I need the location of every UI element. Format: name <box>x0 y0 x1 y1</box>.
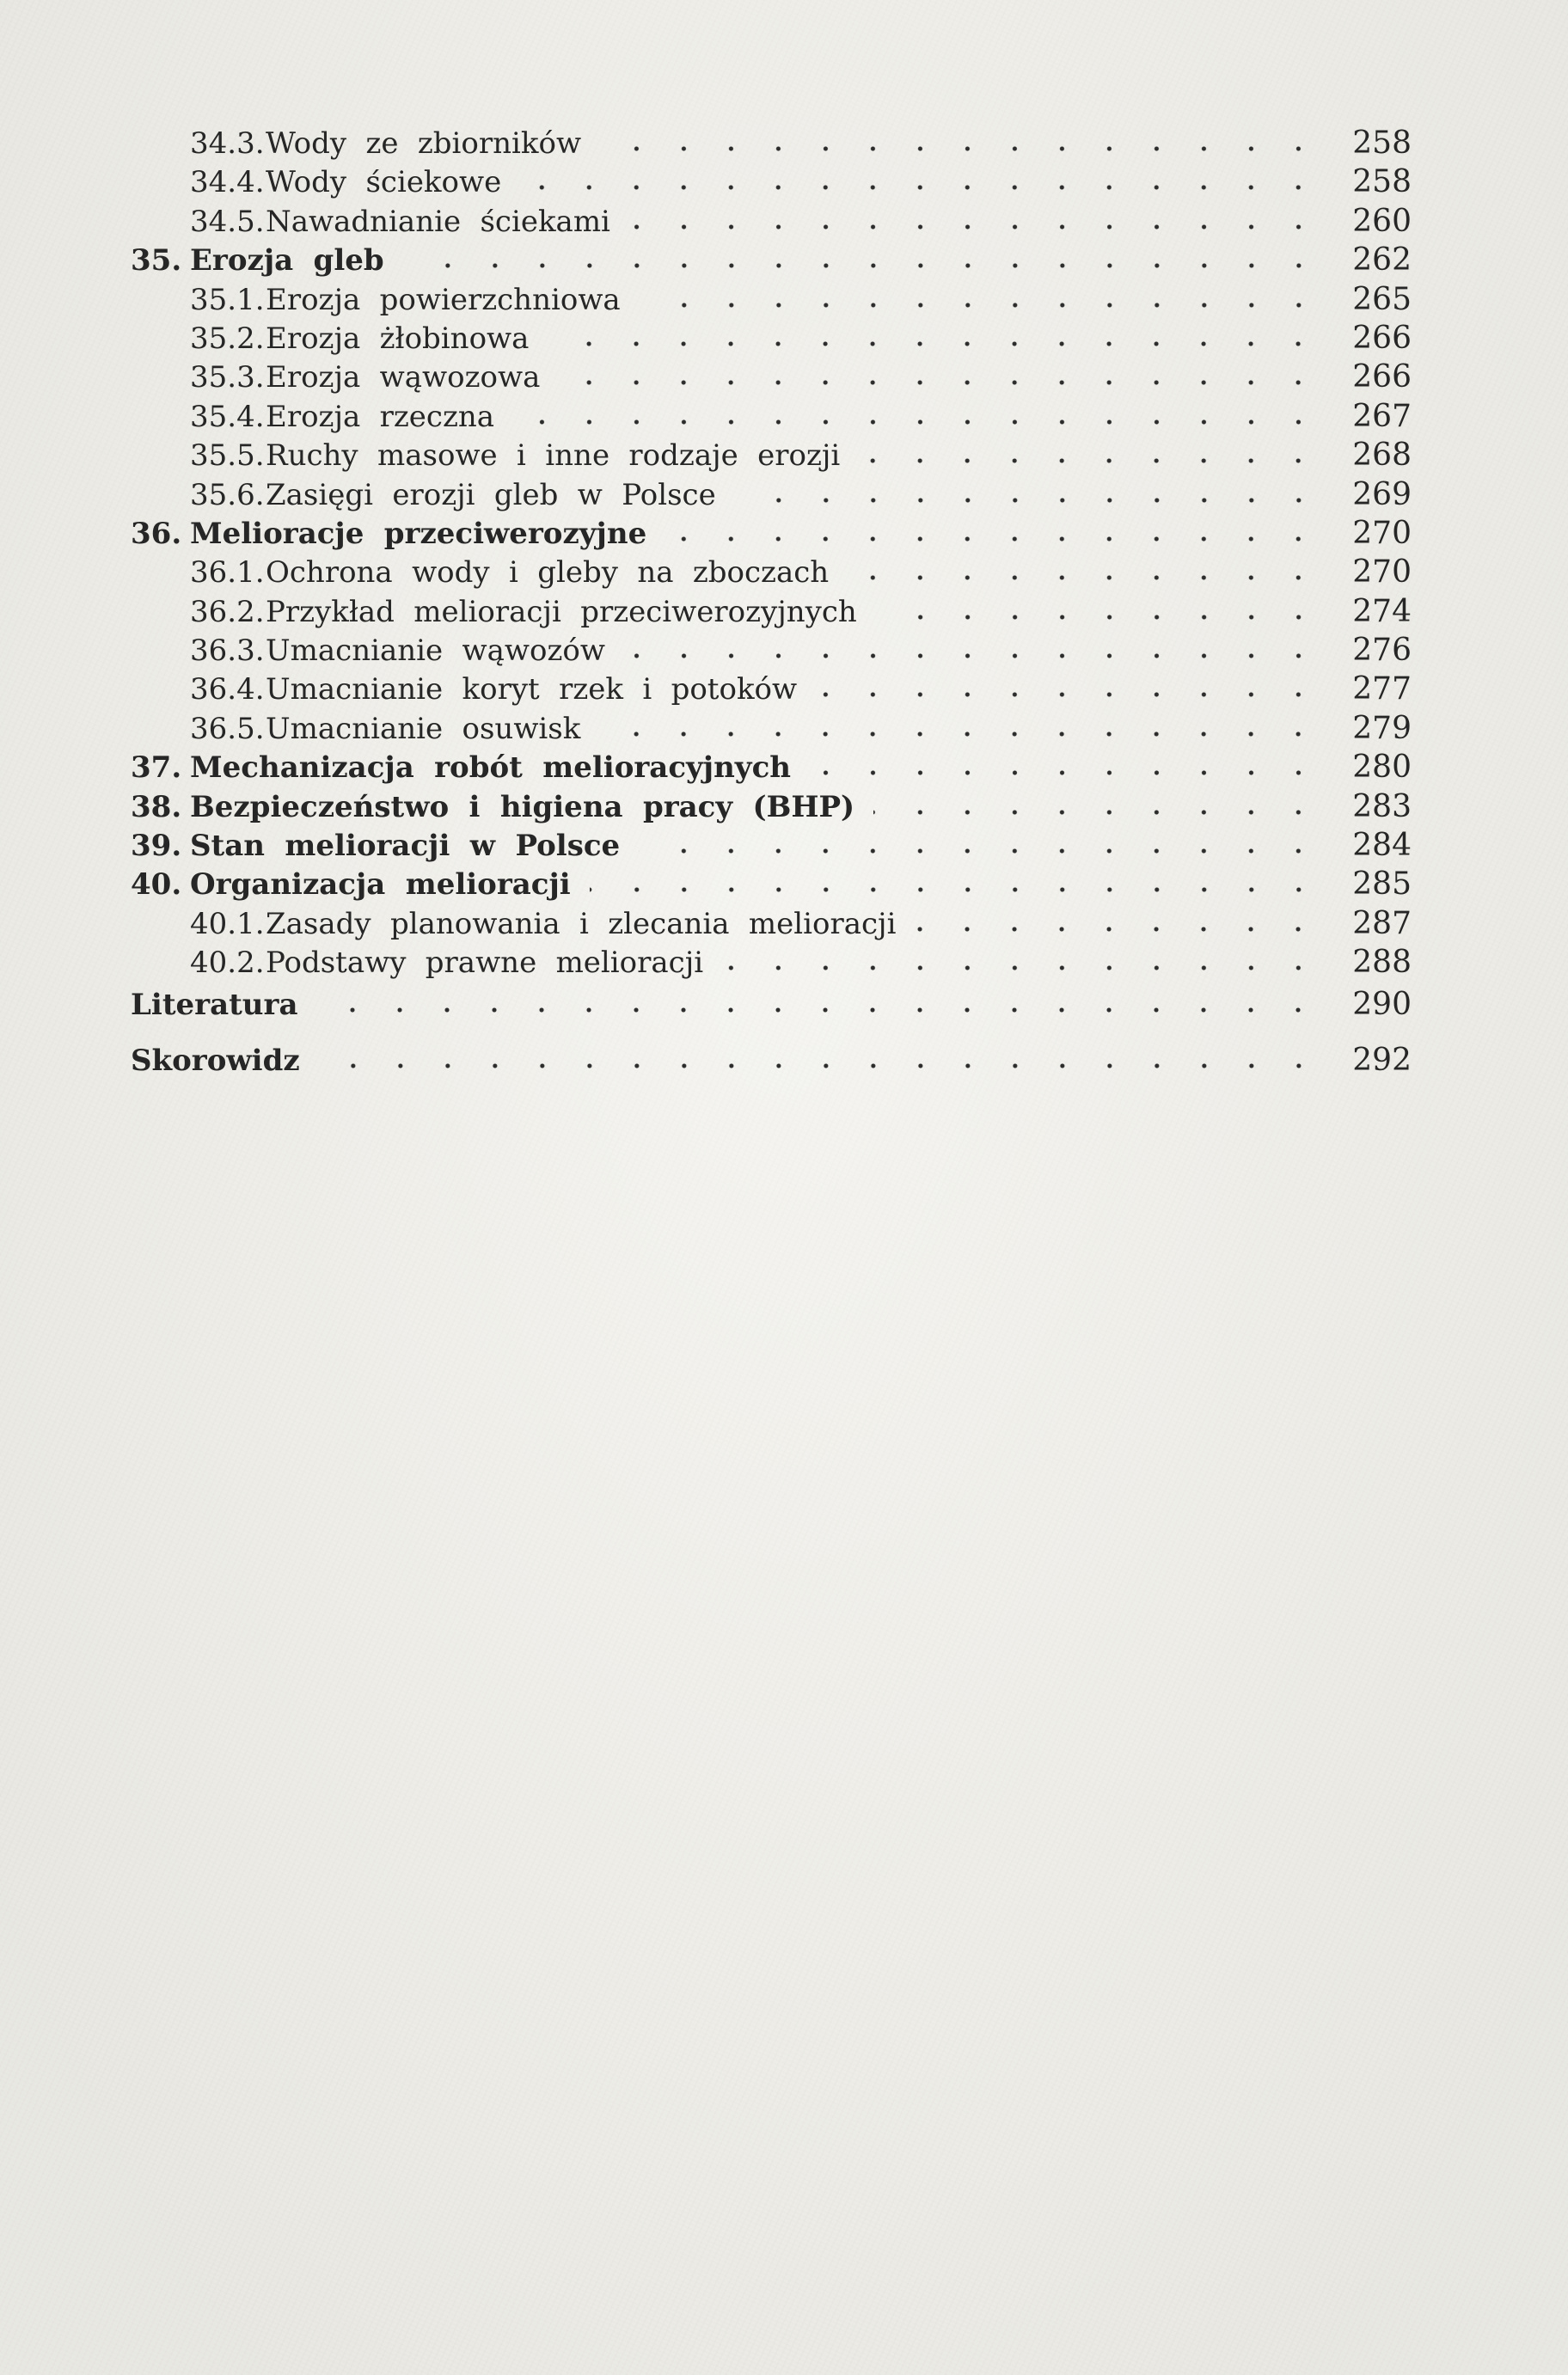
dot-leader <box>915 908 1332 933</box>
entry-label: Umacnianie koryt rzek i potoków <box>266 672 798 707</box>
toc-entry <box>131 399 1412 438</box>
entry-page-number: 284 <box>1352 828 1412 864</box>
toc-entry <box>131 438 1412 476</box>
entry-label: Literatura <box>131 987 298 1022</box>
entry-page-number: 280 <box>1352 750 1412 786</box>
toc-entry <box>131 711 1412 750</box>
entry-label: Ruchy masowe i inne rodzaje erozji <box>266 438 841 474</box>
dot-leader <box>816 673 1332 699</box>
dot-leader <box>316 989 1332 1014</box>
toc-entry <box>131 945 1412 983</box>
entry-number: 34.5. <box>190 204 265 239</box>
dot-leader <box>859 439 1332 465</box>
dot-leader <box>876 596 1332 621</box>
entry-label: Skorowidz <box>131 1043 300 1078</box>
entry-number: 34.4. <box>190 165 265 200</box>
dot-leader <box>640 284 1332 309</box>
dot-leader <box>513 401 1332 426</box>
entry-page-number: 283 <box>1352 788 1412 824</box>
toc-entry <box>131 125 1412 164</box>
dot-leader <box>403 244 1332 270</box>
entry-label: Wody ściekowe <box>266 165 502 200</box>
entry-label: Melioracje przeciwerozyjne <box>190 516 647 551</box>
entry-page-number: 267 <box>1352 398 1412 434</box>
toc-entry <box>131 866 1412 905</box>
entry-number: 35.2. <box>190 321 265 356</box>
dot-leader <box>665 517 1332 543</box>
entry-page-number: 279 <box>1352 710 1412 746</box>
entry-number: 36.3. <box>190 634 265 669</box>
entry-number: 36. <box>131 516 182 551</box>
entry-number: 40.2. <box>190 946 265 981</box>
dot-leader <box>600 127 1332 153</box>
entry-label: Podstawy prawne melioracji <box>266 946 704 981</box>
toc-entry <box>131 633 1412 671</box>
entry-label: Umacnianie wąwozów <box>266 634 605 669</box>
entry-page-number: 277 <box>1352 671 1412 707</box>
entry-number: 36.4. <box>190 672 265 707</box>
entry-page-number: 290 <box>1352 986 1412 1022</box>
entry-label: Bezpieczeństwo i higiena pracy (BHP) <box>190 789 855 824</box>
entry-label: Erozja powierzchniowa <box>266 282 621 317</box>
entry-page-number: 292 <box>1352 1042 1412 1078</box>
entry-number: 35.4. <box>190 399 265 434</box>
dot-leader <box>548 322 1332 348</box>
toc-entry <box>131 242 1412 281</box>
entry-label: Nawadnianie ściekami <box>266 204 610 239</box>
toc-entry <box>131 789 1412 828</box>
entry-page-number: 270 <box>1352 515 1412 551</box>
entry-page-number: 285 <box>1352 866 1412 903</box>
entry-page-number: 287 <box>1352 905 1412 941</box>
toc-entry <box>131 554 1412 593</box>
entry-label: Mechanizacja robót melioracyjnych <box>190 750 791 786</box>
toc-entry <box>131 594 1412 633</box>
toc-entry <box>131 204 1412 242</box>
entry-number: 38. <box>131 789 182 824</box>
dot-leader <box>599 713 1332 738</box>
dot-leader <box>873 791 1332 817</box>
entry-number: 40.1. <box>190 906 265 941</box>
entry-number: 35.6. <box>190 477 265 512</box>
entry-label: Przykład melioracji przeciwerozyjnych <box>266 594 857 629</box>
entry-number: 36.2. <box>190 594 265 629</box>
entry-page-number: 288 <box>1352 945 1412 981</box>
entry-page-number: 258 <box>1352 125 1412 161</box>
toc-entry <box>131 750 1412 788</box>
dot-leader <box>520 166 1332 192</box>
dot-leader <box>629 205 1332 231</box>
dot-leader <box>559 361 1332 387</box>
entry-label: Erozja rzeczna <box>266 399 495 434</box>
entry-number: 35.5. <box>190 438 265 474</box>
dot-leader <box>848 556 1332 582</box>
entry-page-number: 268 <box>1352 438 1412 474</box>
entry-number: 39. <box>131 829 182 864</box>
entry-page-number: 274 <box>1352 593 1412 629</box>
toc-entry <box>131 164 1412 203</box>
entry-label: Wody ze zbiorników <box>266 126 582 161</box>
dot-leader <box>735 479 1332 505</box>
entry-page-number: 262 <box>1352 242 1412 279</box>
entry-number: 35.3. <box>190 360 265 395</box>
entry-number: 35. <box>131 243 182 279</box>
entry-label: Ochrona wody i gleby na zboczach <box>266 555 830 591</box>
dot-leader <box>624 634 1332 660</box>
entry-page-number: 260 <box>1352 203 1412 239</box>
dot-leader <box>639 829 1332 855</box>
toc-entry <box>131 906 1412 945</box>
dot-leader <box>810 751 1332 777</box>
entry-label: Zasady planowania i zlecania melioracji <box>266 906 897 941</box>
table-of-contents <box>0 125 1568 1081</box>
entry-label: Zasięgi erozji gleb w Polsce <box>266 477 716 512</box>
entry-page-number: 266 <box>1352 359 1412 395</box>
entry-label: Umacnianie osuwisk <box>266 711 581 746</box>
entry-page-number: 265 <box>1352 281 1412 317</box>
entry-label: Organizacja melioracji <box>190 867 571 903</box>
toc-entry <box>131 321 1412 359</box>
dot-leader <box>722 946 1332 972</box>
entry-label: Stan melioracji w Polsce <box>190 829 621 864</box>
dot-leader <box>590 868 1332 894</box>
entry-page-number: 258 <box>1352 164 1412 200</box>
toc-entry <box>131 477 1412 516</box>
toc-entry <box>131 282 1412 321</box>
entry-page-number: 269 <box>1352 476 1412 512</box>
entry-label: Erozja wąwozowa <box>266 360 541 395</box>
toc-entry <box>131 671 1412 710</box>
entry-page-number: 276 <box>1352 633 1412 669</box>
entry-label: Erozja gleb <box>190 243 384 279</box>
entry-number: 34.3. <box>190 126 265 161</box>
entry-page-number: 266 <box>1352 320 1412 356</box>
entry-number: 37. <box>131 750 182 786</box>
toc-entry <box>131 987 1412 1025</box>
toc-entry <box>131 359 1412 398</box>
entry-number: 36.5. <box>190 711 265 746</box>
entry-number: 35.1. <box>190 282 265 317</box>
entry-number: 36.1. <box>190 555 265 591</box>
entry-number: 40. <box>131 867 182 903</box>
entry-page-number: 270 <box>1352 554 1412 591</box>
toc-entry <box>131 1043 1412 1081</box>
toc-entry <box>131 828 1412 866</box>
toc-entry <box>131 516 1412 554</box>
entry-label: Erozja żłobinowa <box>266 321 530 356</box>
dot-leader <box>319 1044 1332 1070</box>
